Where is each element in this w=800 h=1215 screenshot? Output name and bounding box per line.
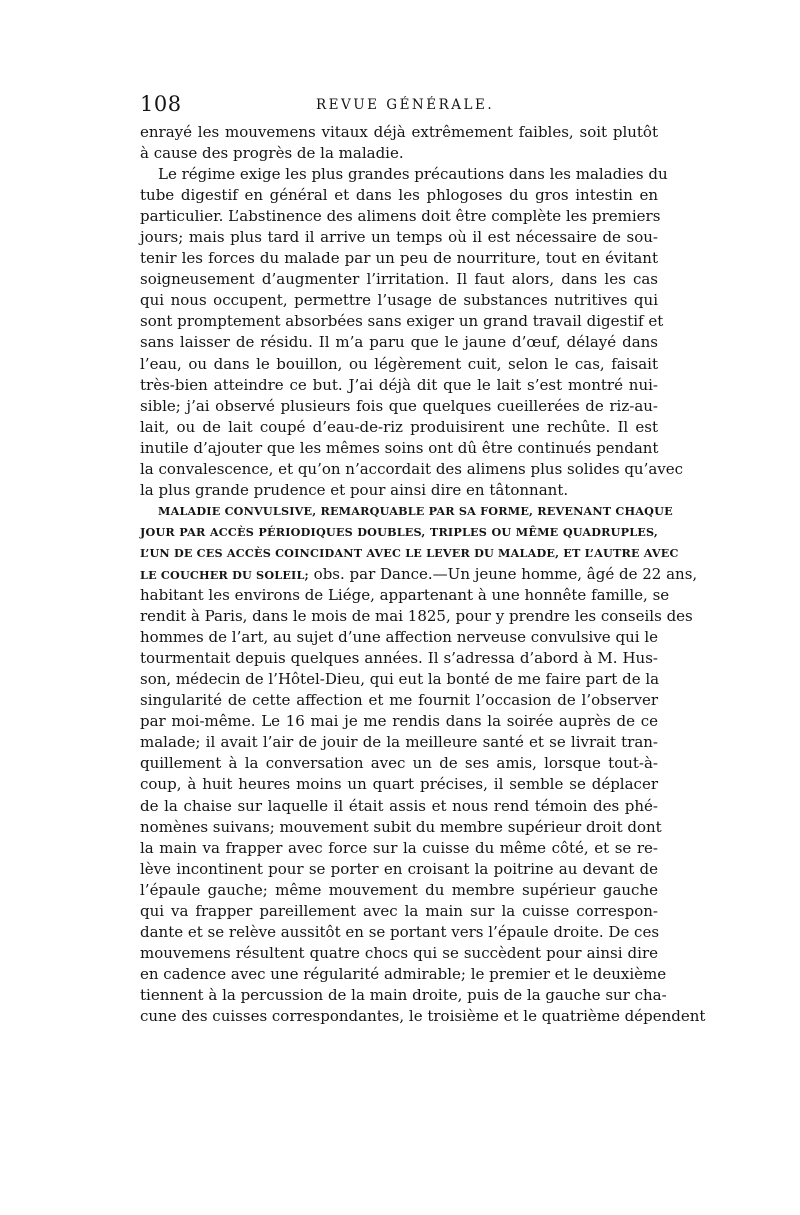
section-heading-line: JOUR PAR ACCÈS PÉRIODIQUES DOUBLES, TRIPLES OU MÊME QUADRUPLES,	[140, 524, 658, 539]
text-line: mouvemens résultent quatre chocs qui se succèdent pour ainsi dire	[140, 943, 658, 962]
text-line: particulier. L’abstinence des alimens doit être complète les premiers	[140, 207, 661, 226]
text-line: lait, ou de lait coupé d’eau-de-riz produisirent une rechûte. Il est	[140, 417, 658, 436]
text-line: coup, à huit heures moins un quart précises, il semble se déplacer	[140, 775, 658, 794]
text-line: sible; j’ai observé plusieurs fois que quelques cueillerées de riz-au-	[140, 396, 658, 415]
text-line: l’épaule gauche; même mouvement du membre supérieur gauche	[140, 880, 658, 899]
text-line: la convalescence, et qu’on n’accordait des alimens plus solides qu’avec	[140, 459, 684, 478]
text-line: soigneusement d’augmenter l’irritation. Il faut alors, dans les cas	[140, 270, 658, 289]
section-heading-line: MALADIE CONVULSIVE, REMARQUABLE PAR SA FORME, REVENANT CHAQUE	[158, 503, 673, 518]
text-line: son, médecin de l’Hôtel-Dieu, qui eut la bonté de me faire part de la	[140, 670, 660, 689]
page-number: 108	[140, 92, 182, 116]
text-line: rendit à Paris, dans le mois de mai 1825, pour y prendre les conseils des	[140, 607, 693, 626]
text-line: jours; mais plus tard il arrive un temps où il est nécessaire de sou-	[140, 228, 658, 247]
text-line: enrayé les mouvemens vitaux déjà extrêmement faibles, soit plutôt	[140, 123, 658, 141]
book-page	[140, 92, 706, 1027]
text-line: tourmentait depuis quelques années. Il s’adressa d’abord à M. Hus-	[140, 649, 658, 668]
text-line: très-bien atteindre ce but. J’ai déjà dit que le lait s’est montré nui-	[140, 375, 658, 394]
text-line: en cadence avec une régularité admirable; le premier et le deuxième	[140, 964, 667, 983]
section-heading-line: L’UN DE CES ACCÈS COINCIDANT AVEC LE LEVER DU MALADE, ET L’AUTRE AVEC	[140, 545, 679, 560]
text-line: tiennent à la percussion de la main droite, puis de la gauche sur cha-	[140, 985, 667, 1004]
text-line: inutile d’ajouter que les mêmes soins ont dû être continués pendant	[140, 438, 659, 457]
text-line: hommes de l’art, au sujet d’une affection nerveuse convulsive qui le	[140, 628, 658, 647]
text-line: nomènes suivans; mouvement subit du membre supérieur droit dont	[140, 817, 662, 836]
text-line: habitant les environs de Liége, appartenant à une honnête famille, se	[140, 586, 670, 605]
text-line: quillement à la conversation avec un de ses amis, lorsque tout-à-	[140, 754, 658, 773]
text-line: dante et se relève aussitôt en se portant vers l’épaule droite. De ces	[140, 922, 660, 941]
text-line: la main va frapper avec force sur la cuisse du même côté, et se re-	[140, 838, 658, 857]
text-line: singularité de cette affection et me fournit l’occasion de l’observer	[140, 691, 658, 710]
text-line: cune des cuisses correspondantes, le troisième et le quatrième dépendent	[140, 1006, 706, 1025]
text-line: qui nous occupent, permettre l’usage de substances nutritives qui	[140, 291, 658, 310]
text-line: qui va frapper pareillement avec la main sur la cuisse correspon-	[140, 901, 658, 920]
heading-caps-tail: LE COUCHER DU SOLEIL;	[140, 567, 309, 582]
body-text	[140, 122, 706, 1027]
observation-attribution: obs. par Dance.—Un jeune homme, âgé de 22 ans,	[308, 564, 698, 583]
section-heading-line	[140, 564, 698, 585]
text-line: par moi-même. Le 16 mai je me rendis dans la soirée auprès de ce	[140, 712, 658, 731]
text-line: sont promptement absorbées sans exiger un grand travail digestif et	[140, 312, 664, 331]
text-line: de la chaise sur laquelle il était assis et nous rend témoin des phé-	[140, 796, 658, 815]
text-line: la plus grande prudence et pour ainsi dire en tâtonnant.	[140, 480, 569, 499]
text-line: l’eau, ou dans le bouillon, ou légèrement cuit, selon le cas, faisait	[140, 354, 658, 373]
text-line: tube digestif en général et dans les phlogoses du gros intestin en	[140, 186, 658, 205]
running-head: REVUE GÉNÉRALE.	[316, 97, 495, 113]
text-line: tenir les forces du malade par un peu de nourriture, tout en évitant	[140, 249, 658, 268]
page-header	[140, 92, 658, 122]
text-line: malade; il avait l’air de jouir de la meilleure santé et se livrait tran-	[140, 733, 658, 752]
text-line: sans laisser de résidu. Il m’a paru que le jaune d’œuf, délayé dans	[140, 333, 658, 352]
text-line: lève incontinent pour se porter en croisant la poitrine au devant de	[140, 859, 658, 878]
text-line: à cause des progrès de la maladie.	[140, 144, 404, 163]
text-line: Le régime exige les plus grandes précautions dans les maladies du	[158, 165, 668, 184]
